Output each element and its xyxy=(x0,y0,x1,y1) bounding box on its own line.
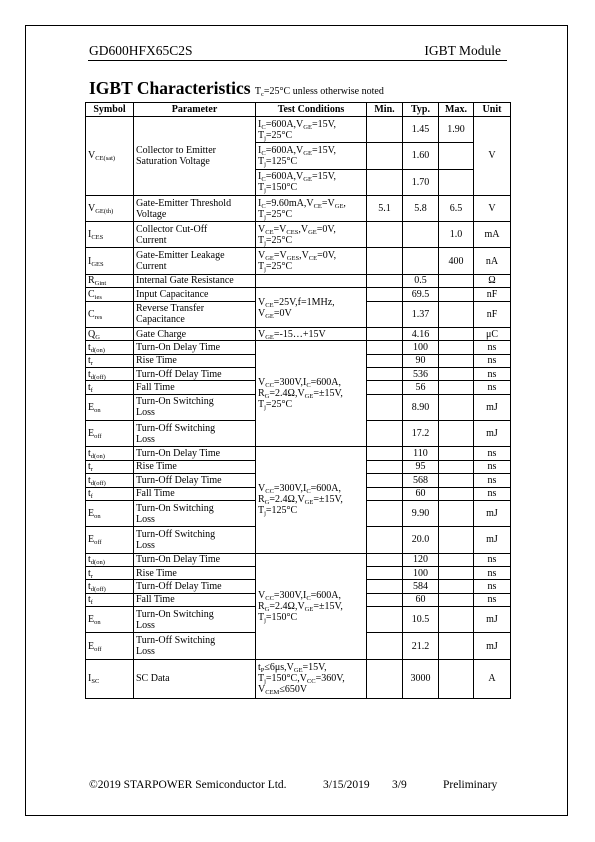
unit-cell: mJ xyxy=(474,421,511,447)
max-cell xyxy=(439,381,474,394)
typ-cell: 8.90 xyxy=(403,394,439,420)
parameter-cell: Turn-Off Switching Loss xyxy=(134,527,256,553)
typ-cell: 1.60 xyxy=(403,143,439,169)
max-cell xyxy=(439,553,474,566)
table-row xyxy=(86,222,511,248)
typ-cell: 95 xyxy=(403,460,439,473)
unit-cell: ns xyxy=(474,580,511,593)
typ-cell: 1.45 xyxy=(403,117,439,143)
symbol-cell: $E_{on}$ xyxy=(86,607,134,633)
min-cell xyxy=(367,527,403,553)
max-cell xyxy=(439,143,474,169)
unit-cell: ns xyxy=(474,487,511,500)
symbol-cell: $E_{on}$ xyxy=(86,500,134,526)
max-cell xyxy=(439,593,474,606)
unit-cell: ns xyxy=(474,354,511,367)
table-row xyxy=(86,553,511,566)
table-body xyxy=(86,117,511,699)
min-cell xyxy=(367,169,403,195)
min-cell xyxy=(367,659,403,698)
symbol-cell: $V_{CE(sat)}$ xyxy=(86,117,134,196)
symbol-cell: $R_{Gint}$ xyxy=(86,274,134,287)
conditions-cell: $I_C=600A,V_{GE}=15V$, $T_j=125^\circ C$ xyxy=(256,143,367,169)
max-cell xyxy=(439,474,474,487)
typ-cell: 60 xyxy=(403,487,439,500)
unit-cell: ns xyxy=(474,474,511,487)
symbol-cell: $C_{res}$ xyxy=(86,301,134,327)
conditions-cell: $I_C=9.60mA,V_{CE}=V_{GE}$, $T_j=25^\circ C$ xyxy=(256,195,367,221)
typ-cell: 584 xyxy=(403,580,439,593)
typ-cell: 100 xyxy=(403,341,439,354)
footer-date: 3/15/2019 xyxy=(323,779,370,791)
max-cell xyxy=(439,500,474,526)
typ-cell: 120 xyxy=(403,553,439,566)
typ-cell: 60 xyxy=(403,593,439,606)
max-cell xyxy=(439,327,474,340)
max-cell xyxy=(439,580,474,593)
min-cell xyxy=(367,117,403,143)
symbol-cell: $t_r$ xyxy=(86,354,134,367)
min-cell xyxy=(367,274,403,287)
max-cell xyxy=(439,169,474,195)
conditions-cell: $V_{CC}=300V,I_C=600A$, $R_G=2.4\Omega,V_{GE}=\pm 15V$, $T_j=125^\circ C$ xyxy=(256,447,367,553)
parameter-cell: Turn-On Delay Time xyxy=(134,341,256,354)
conditions-cell: $I_C=600A,V_{GE}=15V$, $T_j=150^\circ C$ xyxy=(256,169,367,195)
min-cell xyxy=(367,301,403,327)
footer-status: Preliminary xyxy=(443,779,498,791)
section-title xyxy=(89,78,384,99)
unit-cell: nF xyxy=(474,288,511,301)
max-cell xyxy=(439,421,474,447)
min-cell xyxy=(367,566,403,579)
min-cell xyxy=(367,421,403,447)
parameter-cell: Internal Gate Resistance xyxy=(134,274,256,287)
unit-cell: nF xyxy=(474,301,511,327)
conditions-cell: $V_{GE}=-15\dots+15V$ xyxy=(256,327,367,340)
symbol-cell: $t_f$ xyxy=(86,381,134,394)
max-cell xyxy=(439,633,474,659)
typ-cell: 1.70 xyxy=(403,169,439,195)
col-parameter: Parameter xyxy=(134,103,256,117)
typ-cell: 90 xyxy=(403,354,439,367)
igbt-characteristics-table xyxy=(85,102,511,699)
parameter-cell: Collector to Emitter Saturation Voltage xyxy=(134,117,256,196)
max-cell xyxy=(439,566,474,579)
min-cell xyxy=(367,248,403,274)
max-cell xyxy=(439,659,474,698)
typ-cell: 20.0 xyxy=(403,527,439,553)
min-cell xyxy=(367,327,403,340)
typ-cell: 110 xyxy=(403,447,439,460)
parameter-cell: Rise Time xyxy=(134,460,256,473)
unit-cell: ns xyxy=(474,460,511,473)
typ-cell: 10.5 xyxy=(403,607,439,633)
footer-page-number: 3/9 xyxy=(392,779,407,791)
typ-cell xyxy=(403,222,439,248)
typ-cell: 17.2 xyxy=(403,421,439,447)
symbol-cell: $t_{d(off)}$ xyxy=(86,580,134,593)
symbol-cell: $I_{GES}$ xyxy=(86,248,134,274)
parameter-cell: Turn-On Switching Loss xyxy=(134,500,256,526)
max-cell xyxy=(439,607,474,633)
symbol-cell: $t_f$ xyxy=(86,593,134,606)
col-symbol: Symbol xyxy=(86,103,134,117)
min-cell xyxy=(367,460,403,473)
symbol-cell: $t_r$ xyxy=(86,566,134,579)
max-cell xyxy=(439,527,474,553)
max-cell: 400 xyxy=(439,248,474,274)
table-row xyxy=(86,195,511,221)
section-title-text: IGBT Characteristics xyxy=(89,78,251,98)
min-cell xyxy=(367,500,403,526)
symbol-cell: $E_{off}$ xyxy=(86,421,134,447)
parameter-cell: Turn-Off Delay Time xyxy=(134,474,256,487)
parameter-cell: Gate Charge xyxy=(134,327,256,340)
parameter-cell: Turn-On Switching Loss xyxy=(134,607,256,633)
col-unit: Unit xyxy=(474,103,511,117)
unit-cell: mA xyxy=(474,222,511,248)
max-cell xyxy=(439,368,474,381)
table-row xyxy=(86,117,511,143)
symbol-cell: $t_{d(on)}$ xyxy=(86,553,134,566)
min-cell xyxy=(367,394,403,420)
max-cell xyxy=(439,274,474,287)
conditions-cell: $V_{GE}=V_{GES},V_{CE}=0V$, $T_j=25^\circ C$ xyxy=(256,248,367,274)
unit-cell: ns xyxy=(474,381,511,394)
typ-cell: 9.90 xyxy=(403,500,439,526)
parameter-cell: Input Capacitance xyxy=(134,288,256,301)
symbol-cell: $I_{CES}$ xyxy=(86,222,134,248)
symbol-cell: $t_r$ xyxy=(86,460,134,473)
conditions-cell: $I_C=600A,V_{GE}=15V$, $T_j=25^\circ C$ xyxy=(256,117,367,143)
unit-cell: mJ xyxy=(474,394,511,420)
unit-cell: ns xyxy=(474,341,511,354)
unit-cell: A xyxy=(474,659,511,698)
unit-cell: ns xyxy=(474,368,511,381)
min-cell xyxy=(367,474,403,487)
col-min: Min. xyxy=(367,103,403,117)
unit-cell: ns xyxy=(474,593,511,606)
max-cell xyxy=(439,447,474,460)
min-cell xyxy=(367,593,403,606)
min-cell xyxy=(367,447,403,460)
conditions-cell: $V_{CC}=300V,I_C=600A$, $R_G=2.4\Omega,V_{GE}=\pm 15V$, $T_j=150^\circ C$ xyxy=(256,553,367,659)
parameter-cell: SC Data xyxy=(134,659,256,698)
symbol-cell: $t_{d(on)}$ xyxy=(86,447,134,460)
symbol-cell: $E_{on}$ xyxy=(86,394,134,420)
unit-cell: Ω xyxy=(474,274,511,287)
max-cell xyxy=(439,301,474,327)
max-cell xyxy=(439,394,474,420)
col-test-conditions: Test Conditions xyxy=(256,103,367,117)
table-row xyxy=(86,659,511,698)
document-type: IGBT Module xyxy=(424,43,501,58)
unit-cell: nA xyxy=(474,248,511,274)
typ-cell: 568 xyxy=(403,474,439,487)
typ-cell: 69.5 xyxy=(403,288,439,301)
typ-cell: 56 xyxy=(403,381,439,394)
typ-cell: 100 xyxy=(403,566,439,579)
parameter-cell: Turn-On Switching Loss xyxy=(134,394,256,420)
conditions-cell xyxy=(256,274,367,287)
unit-cell: ns xyxy=(474,566,511,579)
min-cell xyxy=(367,553,403,566)
unit-cell: V xyxy=(474,117,511,196)
parameter-cell: Turn-On Delay Time xyxy=(134,447,256,460)
unit-cell: ns xyxy=(474,447,511,460)
parameter-cell: Gate-Emitter Leakage Current xyxy=(134,248,256,274)
max-cell xyxy=(439,341,474,354)
table-row xyxy=(86,341,511,354)
max-cell xyxy=(439,288,474,301)
max-cell xyxy=(439,354,474,367)
typ-cell: 4.16 xyxy=(403,327,439,340)
parameter-cell: Turn-Off Delay Time xyxy=(134,368,256,381)
min-cell xyxy=(367,607,403,633)
symbol-cell: $V_{GE(th)}$ xyxy=(86,195,134,221)
max-cell: 1.0 xyxy=(439,222,474,248)
footer-copyright: ©2019 STARPOWER Semiconductor Ltd. xyxy=(89,779,287,791)
symbol-cell: $I_{SC}$ xyxy=(86,659,134,698)
typ-cell xyxy=(403,248,439,274)
parameter-cell: Rise Time xyxy=(134,354,256,367)
parameter-cell: Collector Cut-Off Current xyxy=(134,222,256,248)
table-row xyxy=(86,248,511,274)
parameter-cell: Gate-Emitter Threshold Voltage xyxy=(134,195,256,221)
col-typ: Typ. xyxy=(403,103,439,117)
symbol-cell: $t_{d(off)}$ xyxy=(86,474,134,487)
min-cell xyxy=(367,381,403,394)
table-row xyxy=(86,327,511,340)
max-cell xyxy=(439,460,474,473)
typ-cell: 21.2 xyxy=(403,633,439,659)
symbol-cell: $E_{off}$ xyxy=(86,527,134,553)
parameter-cell: Turn-Off Delay Time xyxy=(134,580,256,593)
unit-cell: mJ xyxy=(474,500,511,526)
parameter-cell: Reverse Transfer Capacitance xyxy=(134,301,256,327)
min-cell xyxy=(367,580,403,593)
table-row xyxy=(86,447,511,460)
col-max: Max. xyxy=(439,103,474,117)
unit-cell: mJ xyxy=(474,607,511,633)
min-cell: 5.1 xyxy=(367,195,403,221)
table-row xyxy=(86,288,511,301)
parameter-cell: Fall Time xyxy=(134,593,256,606)
typ-cell: 1.37 xyxy=(403,301,439,327)
min-cell xyxy=(367,487,403,500)
unit-cell: mJ xyxy=(474,527,511,553)
unit-cell: μC xyxy=(474,327,511,340)
parameter-cell: Turn-Off Switching Loss xyxy=(134,421,256,447)
unit-cell: ns xyxy=(474,553,511,566)
min-cell xyxy=(367,368,403,381)
min-cell xyxy=(367,222,403,248)
typ-cell: 0.5 xyxy=(403,274,439,287)
conditions-cell: $V_{CE}=V_{CES},V_{GE}=0V$, $T_j=25^\circ C$ xyxy=(256,222,367,248)
parameter-cell: Turn-On Delay Time xyxy=(134,553,256,566)
symbol-cell: $C_{ies}$ xyxy=(86,288,134,301)
min-cell xyxy=(367,341,403,354)
parameter-cell: Turn-Off Switching Loss xyxy=(134,633,256,659)
section-note: $T_c=25^\circ C$ unless otherwise noted xyxy=(254,86,384,98)
typ-cell: 3000 xyxy=(403,659,439,698)
symbol-cell: $E_{off}$ xyxy=(86,633,134,659)
typ-cell: 5.8 xyxy=(403,195,439,221)
table-row xyxy=(86,274,511,287)
parameter-cell: Fall Time xyxy=(134,487,256,500)
table-header-row xyxy=(86,103,511,117)
conditions-cell: $t_P\le 6\mu s,V_{GE}=15V$, $T_j=150^\circ C,V_{CC}=360V$, $V_{CEM}\le 650V$ xyxy=(256,659,367,698)
max-cell: 1.90 xyxy=(439,117,474,143)
unit-cell: mJ xyxy=(474,633,511,659)
part-number: GD600HFX65C2S xyxy=(89,43,193,58)
min-cell xyxy=(367,288,403,301)
min-cell xyxy=(367,143,403,169)
parameter-cell: Rise Time xyxy=(134,566,256,579)
typ-cell: 536 xyxy=(403,368,439,381)
min-cell xyxy=(367,354,403,367)
conditions-cell: $V_{CC}=300V,I_C=600A$, $R_G=2.4\Omega,V_{GE}=\pm 15V$, $T_j=25^\circ C$ xyxy=(256,341,367,447)
symbol-cell: $t_f$ xyxy=(86,487,134,500)
min-cell xyxy=(367,633,403,659)
max-cell: 6.5 xyxy=(439,195,474,221)
parameter-cell: Fall Time xyxy=(134,381,256,394)
unit-cell: V xyxy=(474,195,511,221)
header-rule xyxy=(88,60,507,61)
symbol-cell: $t_{d(on)}$ xyxy=(86,341,134,354)
max-cell xyxy=(439,487,474,500)
symbol-cell: $Q_G$ xyxy=(86,327,134,340)
conditions-cell: $V_{CE}=25V,f=1MHz$, $V_{GE}=0V$ xyxy=(256,288,367,328)
symbol-cell: $t_{d(off)}$ xyxy=(86,368,134,381)
